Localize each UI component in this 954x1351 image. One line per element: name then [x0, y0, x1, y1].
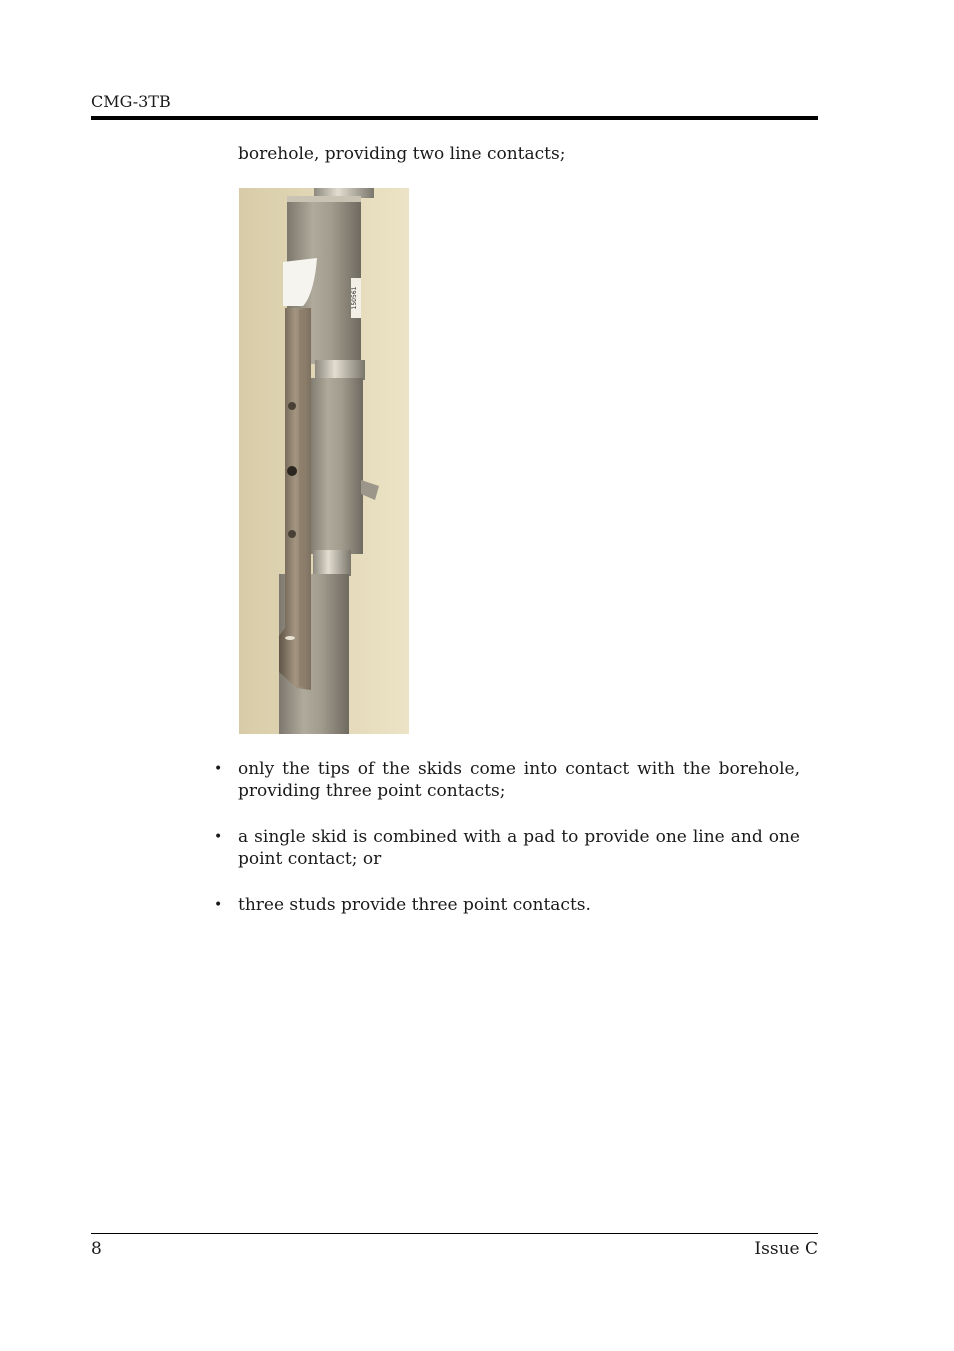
intro-paragraph: borehole, providing two line contacts;	[238, 144, 566, 164]
sensor-skid-photo	[239, 188, 409, 734]
bullet-item-text: only the tips of the skids come into contact with the borehole, providing three point contacts;	[238, 759, 800, 801]
bullet-marker: •	[214, 897, 223, 913]
photo-label-text: 150561	[351, 286, 358, 310]
bullet-item-text: three studs provide three point contacts.	[238, 895, 591, 915]
header-rule	[91, 116, 818, 120]
footer-rule	[91, 1233, 818, 1234]
page-number: 8	[91, 1239, 102, 1259]
bullet-marker: •	[214, 829, 223, 845]
bullet-marker: •	[214, 761, 223, 777]
issue-label: Issue C	[754, 1239, 818, 1259]
bullet-item-text: a single skid is combined with a pad to provide one line and one point contact; or	[238, 827, 800, 869]
page-header-title: CMG-3TB	[91, 92, 171, 111]
